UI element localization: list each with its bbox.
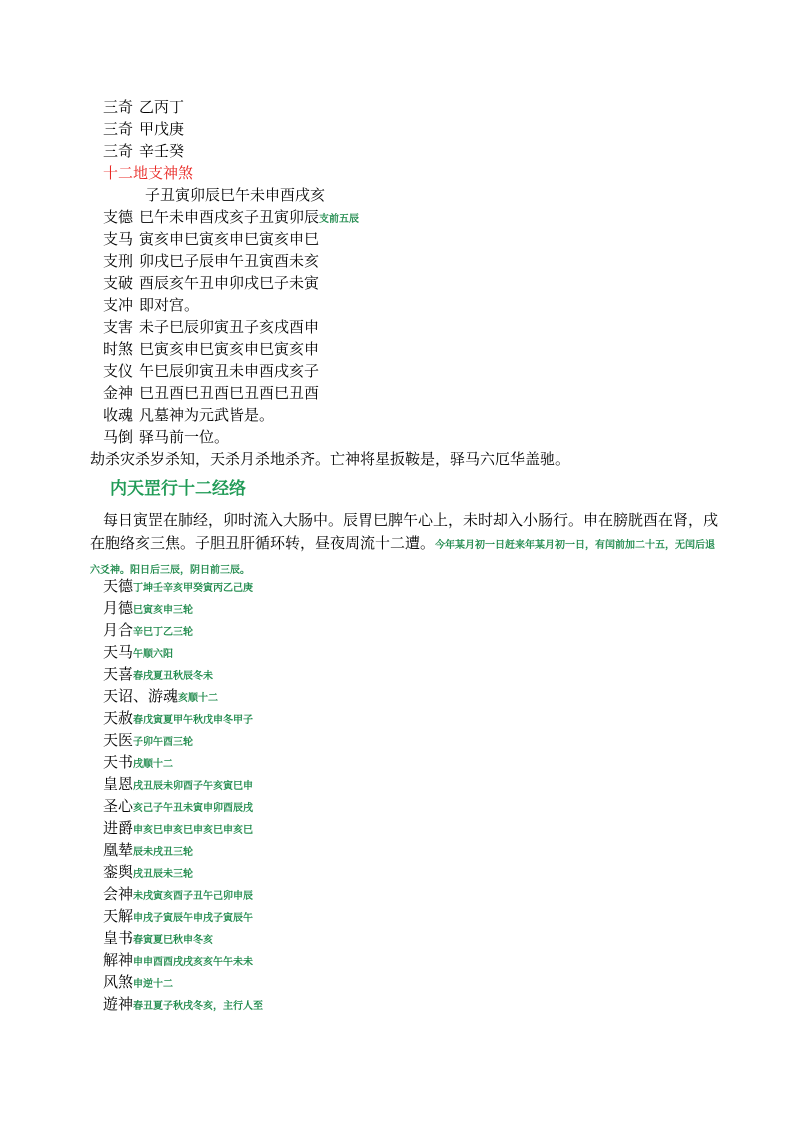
text-line <box>103 383 319 403</box>
item-label: 月合 <box>103 621 134 639</box>
item-note: 春寅夏巳秋申冬亥 <box>133 935 214 946</box>
list-item <box>103 708 253 731</box>
list-item <box>103 642 173 665</box>
item-label: 进爵 <box>103 819 134 837</box>
line-label: 金神 <box>103 384 134 402</box>
list-item <box>103 664 213 687</box>
verse-line: 劫杀灾杀岁杀知，天杀月杀地杀齐。亡神将星扳鞍是，驿马六厄华盖驰。 <box>90 450 571 468</box>
item-label: 月德 <box>103 599 134 617</box>
list-item <box>103 620 193 643</box>
item-note: 辛巳丁乙三轮 <box>133 627 194 638</box>
list-item <box>103 686 218 709</box>
line-text: 驿马前一位。 <box>139 428 230 446</box>
item-note: 申申酉酉戌戌亥亥午午未未 <box>133 957 254 968</box>
text-line <box>103 317 319 337</box>
text-line <box>103 427 229 447</box>
list-item <box>103 576 253 599</box>
list-item <box>103 752 173 775</box>
list-item <box>103 840 193 863</box>
text-line <box>103 295 199 315</box>
item-note: 亥顺十二 <box>178 693 219 704</box>
item-note: 春戊寅夏甲午秋戊申冬甲子 <box>133 715 254 726</box>
line-label: 支刑 <box>103 252 134 270</box>
line-text: 午巳辰卯寅丑未申酉戌亥子 <box>139 362 320 380</box>
item-label: 天马 <box>103 643 134 661</box>
list-item <box>103 950 253 973</box>
line-text: 辛壬癸 <box>139 142 185 160</box>
list-item <box>103 774 253 797</box>
item-note: 戌顺十二 <box>133 759 174 770</box>
paragraph-text: 每日寅罡在肺经，卯时流入大肠中。辰胃巳脾午心上，未时却入小肠行。申在膀胱酉在肾，戌在胞络亥三焦。子胆丑肝循环转，昼夜周流十二遭。 <box>90 511 719 552</box>
item-label: 会神 <box>103 885 134 903</box>
item-note: 子卯午酉三轮 <box>133 737 194 748</box>
item-note: 未戌寅亥酉子丑午己卯申辰 <box>133 891 254 902</box>
text-line <box>103 339 319 359</box>
text-line <box>103 207 359 230</box>
item-note: 申逆十二 <box>133 979 174 990</box>
line-text: 酉辰亥午丑申卯戌巳子未寅 <box>139 274 320 292</box>
item-label: 天喜 <box>103 665 134 683</box>
item-label: 遊神 <box>103 995 134 1013</box>
line-label: 支德 <box>103 208 134 226</box>
line-label: 支仪 <box>103 362 134 380</box>
list-item <box>103 818 253 841</box>
item-note: 戌丑辰未卯酉子午亥寅巳申 <box>133 781 254 792</box>
section-heading: 内天罡行十二经络 <box>110 479 246 499</box>
line-label: 三奇 <box>103 142 134 160</box>
line-text: 乙丙丁 <box>139 98 185 116</box>
paragraph-note: 今年某月初一日赶来年某月初一日，有闰前加二十五，无闰后退六爻神。阳日后三辰，阴日前三辰。 <box>90 540 716 576</box>
item-note: 巳寅亥申三轮 <box>133 605 194 616</box>
line-text: 甲戊庚 <box>139 120 185 138</box>
item-note: 辰未戌丑三轮 <box>133 847 194 858</box>
line-label: 时煞 <box>103 340 134 358</box>
item-label: 皇书 <box>103 929 134 947</box>
text-line <box>103 273 319 293</box>
item-note: 申戌子寅辰午申戌子寅辰午 <box>133 913 254 924</box>
item-note: 春丑夏子秋戌冬亥，主行人至 <box>133 1001 264 1012</box>
list-item <box>103 994 263 1017</box>
item-label: 皇恩 <box>103 775 134 793</box>
text-line <box>103 251 319 271</box>
text-line <box>103 97 184 117</box>
item-label: 天诏、游魂 <box>103 687 179 705</box>
section-title: 十二地支神煞 <box>103 164 194 182</box>
line-label: 马倒 <box>103 428 134 446</box>
item-note: 丁坤壬辛亥甲癸寅丙乙己庚 <box>133 583 254 594</box>
item-label: 天解 <box>103 907 134 925</box>
line-text: 巳午未申酉戌亥子丑寅卯辰 <box>139 208 320 226</box>
text-line <box>103 361 319 381</box>
line-text: 即对宫。 <box>139 296 200 314</box>
line-label: 支冲 <box>103 296 134 314</box>
item-label: 天医 <box>103 731 134 749</box>
list-item <box>103 884 253 907</box>
line-label: 支破 <box>103 274 134 292</box>
line-label: 三奇 <box>103 98 134 116</box>
text-line <box>103 405 274 425</box>
item-label: 天书 <box>103 753 134 771</box>
list-item <box>103 730 193 753</box>
list-item <box>103 598 193 621</box>
item-note: 戌丑辰未三轮 <box>133 869 194 880</box>
item-note: 亥己子午丑未寅申卯酉辰戌 <box>133 803 254 814</box>
item-label: 风煞 <box>103 973 134 991</box>
line-label: 支害 <box>103 318 134 336</box>
list-item <box>103 928 213 951</box>
line-text: 卯戌巳子辰申午丑寅酉未亥 <box>139 252 320 270</box>
paragraph <box>90 509 722 582</box>
list-item <box>103 862 193 885</box>
item-note: 申亥巳申亥巳申亥巳申亥巳 <box>133 825 254 836</box>
line-label: 收魂 <box>103 406 134 424</box>
item-label: 天赦 <box>103 709 134 727</box>
line-text: 凡墓神为元武皆是。 <box>139 406 275 424</box>
line-text: 巳寅亥申巳寅亥申巳寅亥申 <box>139 340 320 358</box>
item-label: 凰辇 <box>103 841 134 859</box>
item-label: 天德 <box>103 577 134 595</box>
text-line <box>103 119 184 139</box>
item-note: 午顺六阳 <box>133 649 174 660</box>
line-label: 三奇 <box>103 120 134 138</box>
item-note: 春戌夏丑秋辰冬未 <box>133 671 214 682</box>
line-label: 支马 <box>103 230 134 248</box>
branch-row: 子丑寅卯辰巳午未申酉戌亥 <box>145 186 326 204</box>
item-label: 圣心 <box>103 797 134 815</box>
line-text: 巳丑酉巳丑酉巳丑酉巳丑酉 <box>139 384 320 402</box>
line-text: 寅亥申巳寅亥申巳寅亥申巳 <box>139 230 320 248</box>
text-line <box>103 229 319 249</box>
list-item <box>103 906 253 929</box>
item-label: 銮舆 <box>103 863 134 881</box>
list-item <box>103 796 253 819</box>
list-item <box>103 972 173 995</box>
text-line <box>103 141 184 161</box>
line-text: 未子巳辰卯寅丑子亥戌酉申 <box>139 318 320 336</box>
line-note: 支前五辰 <box>319 214 360 225</box>
item-label: 解神 <box>103 951 134 969</box>
